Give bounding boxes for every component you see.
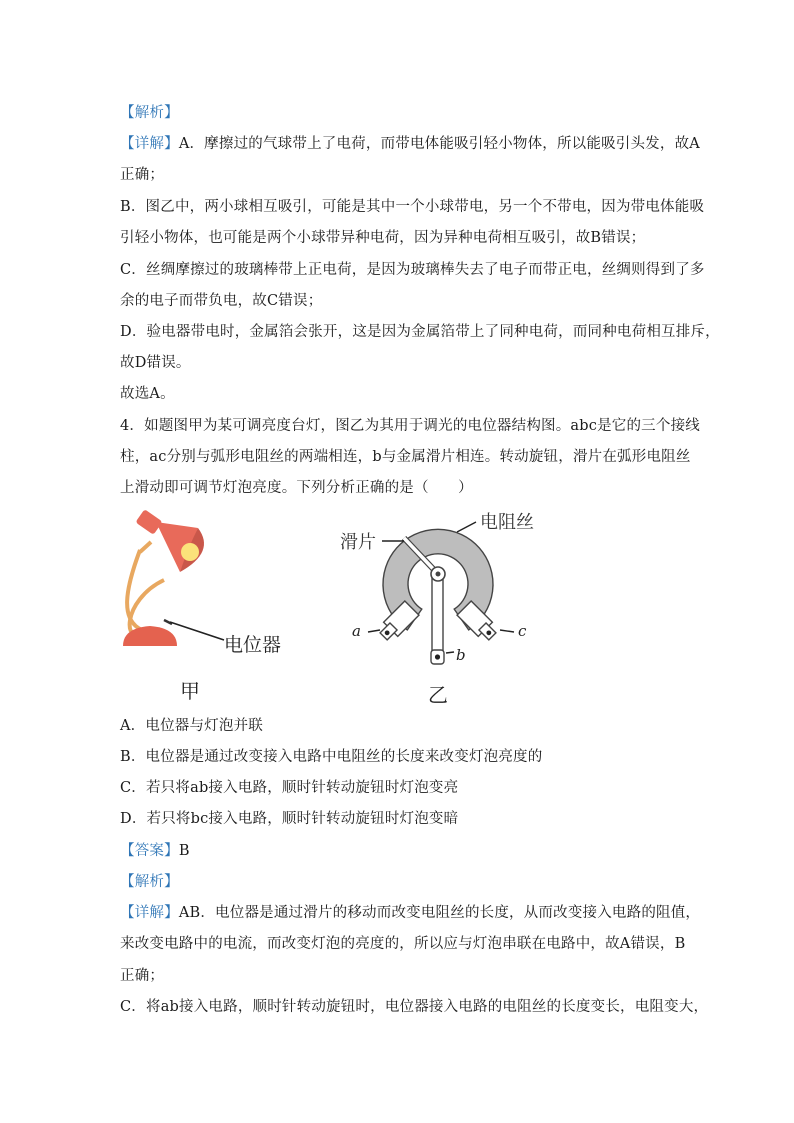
- detail-tag-1: 【详解】: [120, 136, 179, 152]
- terminal-a-leader: [368, 630, 380, 632]
- option-c: C．若只将ab接入电路，顺时针转动旋钮时灯泡变亮: [120, 780, 459, 796]
- figure-svg: [120, 500, 560, 710]
- analysis-text: A．摩擦过的气球带上了电荷，而带电体能吸引轻小物体，所以能吸引头发，故A: [178, 136, 700, 152]
- option-a: A．电位器与灯泡并联: [120, 718, 263, 734]
- lamp-arm: [127, 550, 142, 630]
- figure-caption-jia: 甲: [180, 679, 200, 703]
- potentiometer-diagram: [340, 512, 534, 707]
- analysis-text: 引轻小物体，也可能是两个小球带异种电荷，因为异种电荷相互吸引，故B错误；: [120, 230, 646, 246]
- lamp-cap: [135, 509, 162, 535]
- analysis-tag-1: 【解析】: [120, 105, 179, 121]
- analysis-text: AB．电位器是通过滑片的移动而改变电阻丝的长度，从而改变接入电路的阻值，: [178, 905, 701, 921]
- question-figure: [120, 500, 560, 710]
- analysis-text: 故选A。: [120, 386, 175, 402]
- lamp-bulb: [181, 543, 199, 561]
- terminal-a-label: a: [352, 622, 361, 640]
- analysis-text: 正确；: [120, 167, 165, 183]
- answer-line: [120, 841, 680, 861]
- option-b: B．电位器是通过改变接入电路中电阻丝的长度来改变灯泡亮度的: [120, 749, 543, 765]
- resistance-wire-label: 电阻丝: [480, 512, 534, 533]
- pivot-center: [436, 572, 441, 577]
- option-d: D．若只将bc接入电路，顺时针转动旋钮时灯泡变暗: [120, 811, 459, 827]
- analysis-text: 故D错误。: [120, 355, 191, 371]
- analysis-text: 正确；: [120, 968, 165, 984]
- terminal-b-hole: [435, 654, 440, 659]
- desk-lamp-illustration: [123, 509, 281, 703]
- lamp-label-leader: [170, 622, 224, 640]
- analysis-text: D．验电器带电时，金属箔会张开，这是因为金属箔带上了同种电荷，而同种电荷相互排斥，: [120, 324, 720, 340]
- analysis-tag-2: 【解析】: [120, 874, 179, 890]
- question-stem: 4．如题图甲为某可调亮度台灯，图乙为其用于调光的电位器结构图。abc是它的三个接线: [120, 418, 700, 434]
- lamp-neck: [140, 542, 151, 552]
- analysis-text: 来改变电路中的电流，而改变灯泡的亮度的，所以应与灯泡串联在电路中，故A错误，B: [120, 936, 686, 952]
- terminal-b-leader: [446, 652, 454, 653]
- terminal-c-label: c: [518, 622, 527, 640]
- wire-leader: [457, 522, 476, 532]
- figure-caption-yi: 乙: [428, 683, 448, 707]
- detail-line-1: [120, 134, 700, 154]
- analysis-text: 余的电子而带负电，故C错误；: [120, 293, 323, 309]
- slider-label: 滑片: [340, 532, 376, 553]
- terminal-c-leader: [500, 630, 514, 632]
- answer-value: B: [178, 843, 190, 859]
- detail-line-2: [120, 903, 701, 923]
- answer-tag: 【答案】: [120, 843, 179, 859]
- analysis-text: C．将ab接入电路，顺时针转动旋钮时，电位器接入电路的电阻丝的长度变长，电阻变大，: [120, 999, 709, 1015]
- question-stem: 上滑动即可调节灯泡亮度。下列分析正确的是（ ）: [120, 480, 473, 496]
- analysis-text: B．图乙中，两小球相互吸引，可能是其中一个小球带电，另一个不带电，因为带电体能吸: [120, 199, 705, 215]
- terminal-b-label: b: [456, 646, 466, 664]
- center-terminal-stem: [432, 576, 443, 662]
- analysis-text: C．丝绸摩擦过的玻璃棒带上正电荷，是因为玻璃棒失去了电子而带正电，丝绸则得到了多: [120, 262, 705, 278]
- question-stem: 柱，ac分别与弧形电阻丝的两端相连，b与金属滑片相连。转动旋钮，滑片在弧形电阻丝: [120, 449, 691, 465]
- detail-tag-2: 【详解】: [120, 905, 179, 921]
- lamp-potentiometer-label: 电位器: [224, 634, 282, 656]
